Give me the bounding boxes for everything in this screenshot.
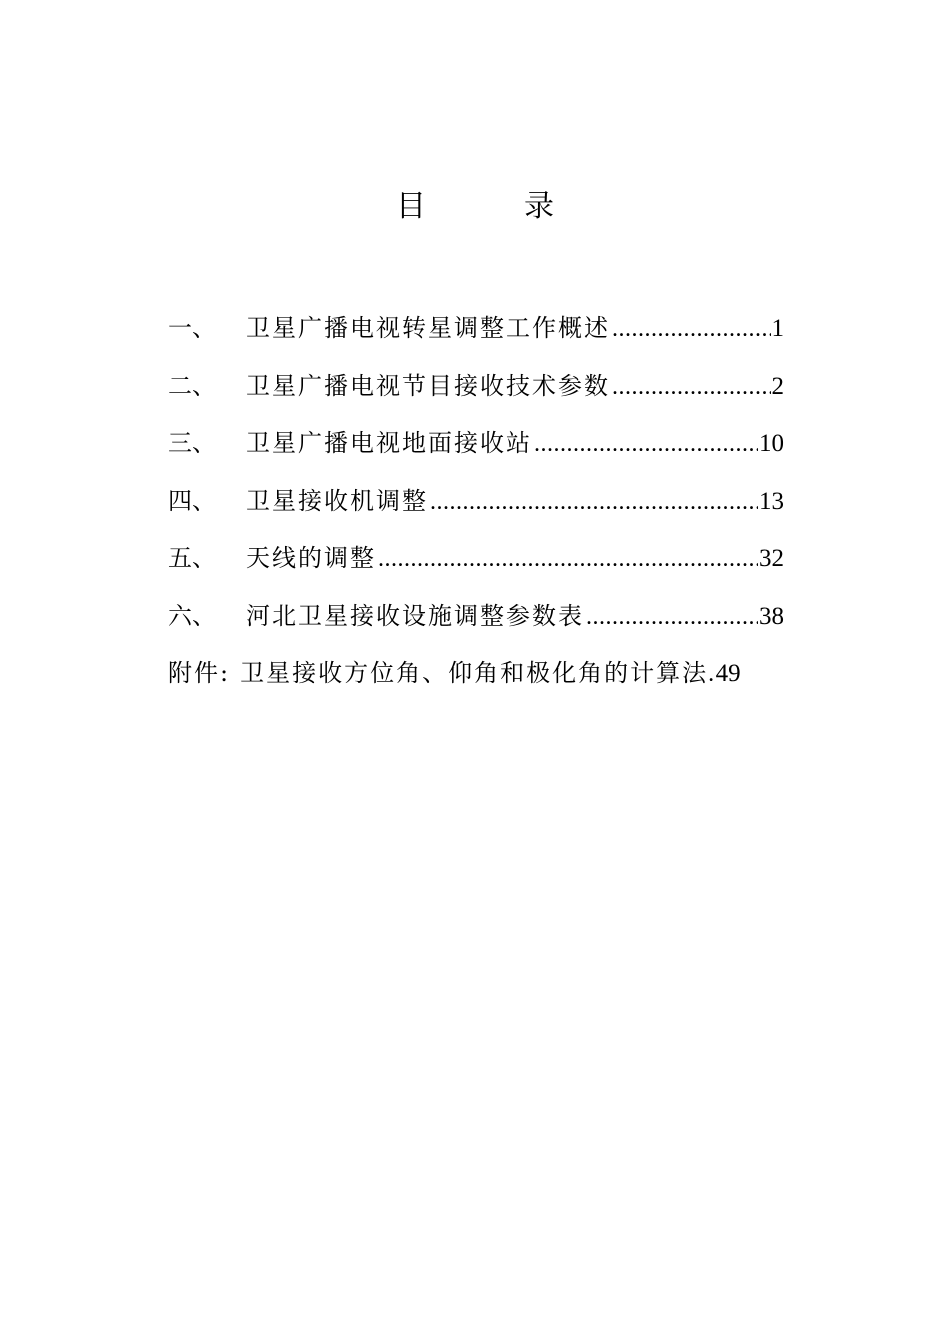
- toc-entry-2[interactable]: [168, 358, 784, 416]
- toc-entry-page: 38: [759, 602, 784, 630]
- toc-entry-number: 五、: [168, 544, 216, 572]
- toc-entry-title: 天线的调整: [246, 544, 376, 572]
- toc-entry-title: 卫星广播电视节目接收技术参数: [246, 371, 610, 400]
- toc-entry-title: 河北卫星接收设施调整参数表: [246, 601, 584, 630]
- toc-appendix-label: 附件:: [168, 659, 231, 687]
- toc-entry-6[interactable]: [168, 588, 784, 646]
- toc-entry-number: 一、: [168, 314, 216, 342]
- toc-entry-title: 卫星接收机调整: [246, 486, 428, 515]
- toc-entry-appendix[interactable]: [168, 645, 784, 703]
- toc-dot-leader: [430, 474, 758, 532]
- toc-entry-number: 二、: [168, 371, 216, 400]
- toc-entry-page: 32: [759, 545, 784, 572]
- toc-entry-title: 卫星接收方位角、仰角和极化角的计算法: [240, 659, 709, 687]
- toc-entry-4[interactable]: [168, 473, 784, 531]
- toc-entry-page: 1: [771, 315, 784, 342]
- toc-entry-page: 13: [759, 487, 784, 515]
- toc-entry-number: 四、: [168, 486, 216, 515]
- table-of-contents: [168, 300, 784, 703]
- toc-entry-number: 三、: [168, 429, 216, 457]
- toc-dot-leader: [586, 589, 758, 647]
- toc-dot-leader: [534, 416, 758, 474]
- toc-entry-3[interactable]: [168, 415, 784, 473]
- toc-entry-title: 卫星广播电视转星调整工作概述: [246, 314, 610, 342]
- toc-dot-leader: [378, 531, 758, 589]
- toc-dot-leader: [708, 646, 715, 704]
- toc-entry-page: 10: [759, 430, 784, 457]
- toc-entry-page: 2: [771, 372, 784, 400]
- toc-dot-leader: [612, 301, 771, 359]
- toc-entry-number: 六、: [168, 601, 216, 630]
- toc-entry-1[interactable]: [168, 300, 784, 358]
- toc-title: 目 录: [396, 189, 588, 224]
- toc-entry-5[interactable]: [168, 530, 784, 588]
- toc-entry-page: 49: [715, 660, 741, 687]
- toc-dot-leader: [612, 359, 771, 417]
- toc-entry-title: 卫星广播电视地面接收站: [246, 429, 532, 457]
